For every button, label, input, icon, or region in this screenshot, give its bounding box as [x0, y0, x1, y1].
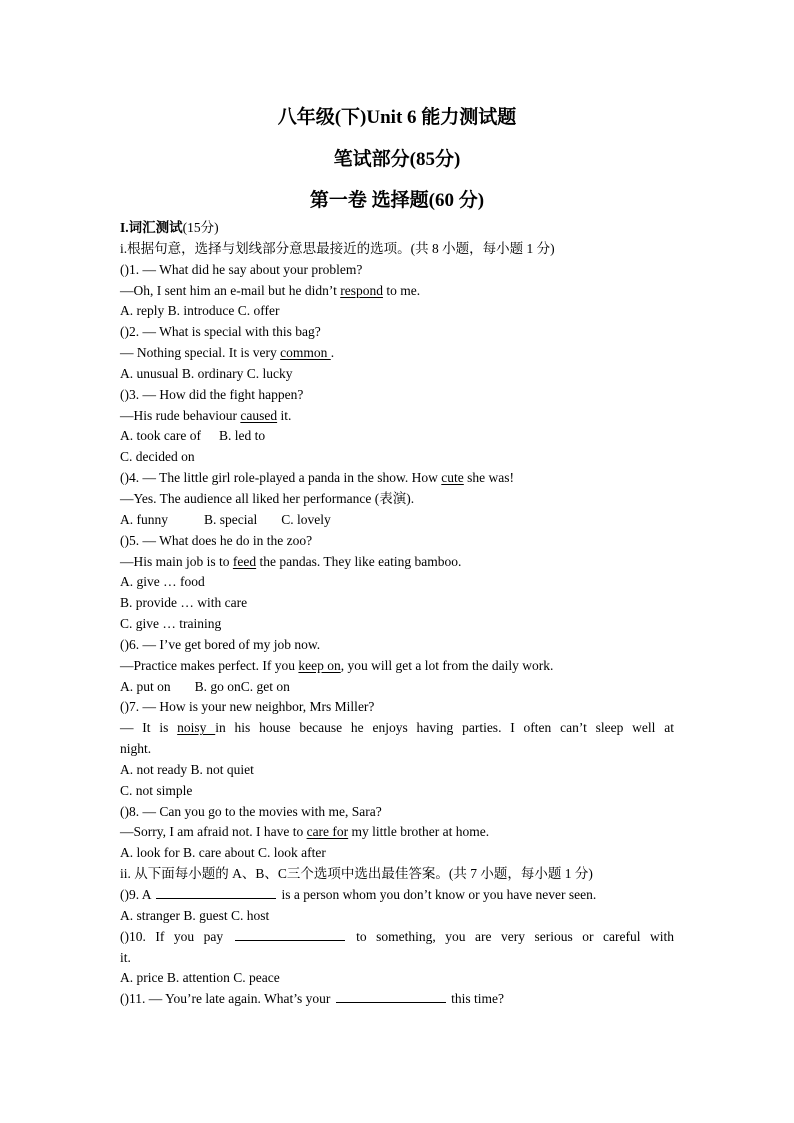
stem-text: is a person whom you don’t know or you have never seen. [278, 887, 597, 902]
section-heading [120, 218, 674, 239]
dialog-text: —Sorry, I am afraid not. I have to [120, 824, 307, 840]
dialog-text: . [330, 345, 335, 361]
question-3-dialog [120, 406, 674, 427]
question-1-options: A. reply B. introduce C. offer [120, 303, 280, 319]
question-3-options [120, 426, 674, 447]
dialog-text: —Practice makes perfect. If you [120, 657, 299, 673]
dialog-text: —His main job is to [120, 553, 233, 569]
question-7-dialog [120, 718, 674, 739]
dialog-text: —His rude behaviour [120, 407, 241, 423]
part-heading: 第一卷 选择题(60 分) [309, 190, 485, 211]
answer-blank[interactable] [336, 990, 446, 1003]
option-b: B. led to [218, 428, 266, 444]
underlined-word: feed [232, 553, 257, 569]
underlined-word: common [280, 345, 331, 361]
question-8-stem: ()8. — Can you go to the movies with me, Sara? [120, 803, 382, 819]
option-a: A. put on [120, 678, 171, 694]
question-5-option-a: A. give … food [120, 574, 205, 590]
question-5-stem: ()5. — What does he do in the zoo? [120, 532, 313, 548]
dialog-text: —Oh, I sent him an e-mail but he didn’t [120, 282, 341, 298]
instruction-i: i.根据句意，选择与划线部分意思最接近的选项。(共 8 小题，每小题 1 分) [120, 240, 555, 256]
stem-text: ()10. If you pay [120, 928, 233, 944]
dialog-text: to me. [382, 282, 421, 298]
question-10-stem-cont: it. [120, 949, 131, 965]
underlined-word: cute [441, 470, 464, 486]
option-b: B. special [204, 511, 258, 527]
dialog-text: my little brother at home. [348, 824, 490, 840]
question-5-option-b: B. provide … with care [120, 595, 248, 611]
question-4-dialog: —Yes. The audience all liked her performance (表演). [120, 490, 415, 506]
stem-text: ()11. — You’re late again. What’s your [120, 991, 334, 1007]
answer-blank[interactable] [235, 928, 345, 941]
stem-text: she was! [463, 470, 515, 486]
dialog-text: the pandas. They like eating bamboo. [256, 553, 462, 569]
document-title: 八年级(下)Unit 6 能力测试题 [277, 107, 517, 128]
section-heading-title: I.词汇测试 [120, 220, 183, 235]
instruction-ii: ii. 从下面每小题的 A、B、C三个选项中选出最佳答案。(共 7 小题，每小题 1 分) [120, 866, 593, 882]
dialog-text: it. [277, 407, 292, 423]
underlined-word: respond [340, 282, 383, 298]
question-2-dialog [120, 343, 674, 364]
stem-text: this time? [447, 991, 504, 1007]
underlined-word: caused [240, 407, 278, 423]
dialog-text: — Nothing special. It is very [120, 345, 281, 361]
question-2-options: A. unusual B. ordinary C. lucky [120, 365, 293, 381]
question-8-dialog [120, 822, 674, 843]
option-a: A. took care of [120, 428, 201, 444]
question-9-options: A. stranger B. guest C. host [120, 907, 270, 923]
exam-content [120, 218, 674, 1010]
dialog-text: — It is [120, 720, 178, 736]
option-c: C. lovely [281, 511, 331, 527]
option-a: A. funny [120, 511, 168, 527]
question-5-dialog [120, 552, 674, 573]
question-7-option-c: C. not simple [120, 782, 193, 798]
question-3-option-c: C. decided on [120, 449, 195, 465]
stem-text: ()4. — The little girl role-played a panda in the show. How [120, 470, 442, 486]
stem-text: ()9. A [120, 887, 155, 902]
question-4-options [120, 510, 674, 531]
underlined-word: keep on [298, 657, 341, 673]
question-3-stem: ()3. — How did the fight happen? [120, 386, 304, 402]
underlined-word: noisy [177, 720, 216, 736]
question-6-options [120, 677, 674, 698]
answer-blank[interactable] [156, 886, 276, 899]
question-1-dialog [120, 281, 674, 302]
question-9-stem [120, 885, 674, 906]
question-6-stem: ()6. — I’ve get bored of my job now. [120, 636, 321, 652]
section-heading-score: (15分) [182, 220, 219, 235]
stem-text: to something, you are very serious or careful with [346, 928, 674, 944]
question-7-stem: ()7. — How is your new neighbor, Mrs Miller? [120, 699, 375, 715]
question-7-dialog-cont: night. [120, 741, 152, 757]
question-1-stem: ()1. — What did he say about your problem? [120, 261, 363, 277]
question-2-stem: ()2. — What is special with this bag? [120, 324, 321, 340]
dialog-text: in his house because he enjoys having parties. I often can’t sleep well at [215, 720, 674, 736]
question-5-option-c: C. give … training [120, 616, 222, 632]
question-8-options: A. look for B. care about C. look after [120, 845, 326, 861]
question-10-options: A. price B. attention C. peace [120, 970, 280, 986]
document-subtitle: 笔试部分(85分) [333, 149, 461, 170]
question-11-stem [120, 989, 674, 1010]
question-4-stem [120, 468, 674, 489]
underlined-word: care for [306, 824, 349, 840]
dialog-text: , you will get a lot from the daily work. [340, 657, 554, 673]
question-6-dialog [120, 656, 674, 677]
option-bc: B. go onC. get on [194, 678, 290, 694]
question-10-stem [120, 927, 674, 948]
question-7-options: A. not ready B. not quiet [120, 761, 254, 777]
